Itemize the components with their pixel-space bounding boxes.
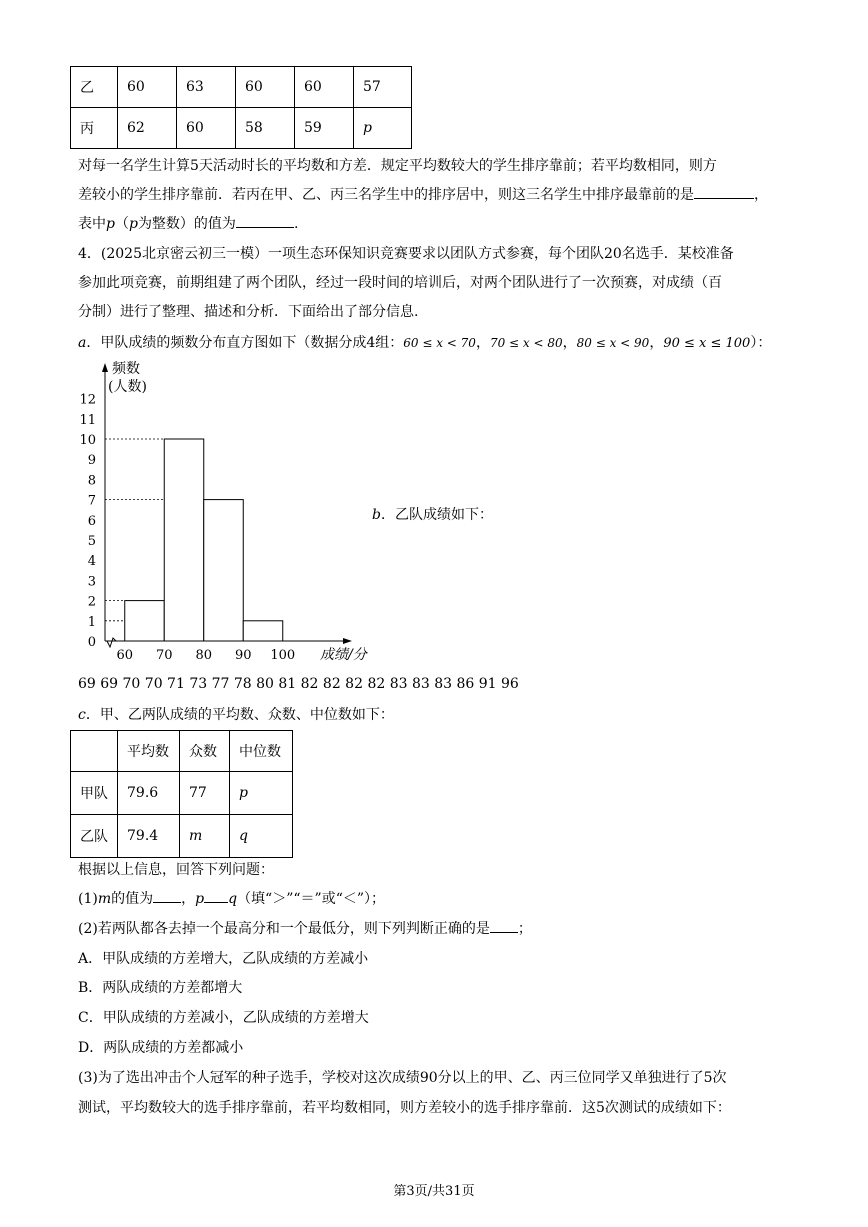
table-cell: 乙 [71, 67, 118, 108]
x-tick-label: 90 [234, 648, 252, 663]
variable-m: m [97, 891, 112, 907]
table-header: 中位数 [230, 731, 293, 772]
y-tick-label: 5 [87, 534, 96, 549]
table-row [71, 731, 293, 772]
paragraph-text: ； [517, 921, 532, 937]
answer-blank [490, 920, 518, 933]
y-tick-label: 12 [79, 392, 96, 408]
histogram-bar [125, 601, 165, 641]
y-tick-label: 6 [87, 513, 96, 529]
table-header: 众数 [180, 731, 230, 772]
questions-intro: 根据以上信息，回答下列问题： [78, 862, 274, 878]
table-row [71, 108, 412, 149]
paragraph-text: 为整数）的值为 [137, 216, 236, 232]
frequency-histogram [60, 355, 370, 675]
question-4-line: 4．(2025北京密云初三一模）一项生态环保知识竞赛要求以团队方式参赛，每个团队20名选手．某校准备 [78, 246, 734, 262]
x-tick-label: 80 [195, 648, 213, 663]
item-c-line [78, 704, 394, 724]
question-1 [78, 888, 385, 908]
question-2 [78, 918, 532, 938]
y-tick-label: 8 [87, 473, 96, 489]
y-tick-label: 2 [87, 594, 96, 610]
y-axis-label: 频数 [112, 361, 140, 377]
table-header [71, 731, 118, 772]
question-4-line: 参加此项竞赛，前期组建了两个团队，经过一段时间的培训后，对两个团队进行了一次预赛，对成绩（百 [78, 275, 722, 291]
paragraph-text: ， [181, 891, 196, 907]
paragraph-line [78, 213, 298, 233]
table-cell: 62 [118, 108, 177, 149]
answer-blank [694, 186, 754, 199]
table-cell: 79.4 [118, 815, 180, 858]
question-4-line: 分制）进行了整理、描述和分析．下面给出了部分信息. [78, 304, 419, 320]
stats-table [70, 730, 293, 858]
item-a-line [78, 332, 771, 352]
paragraph-text: ．甲队成绩的频数分布直方图如下（数据分成4组： [86, 335, 404, 351]
table-cell: 60 [118, 67, 177, 108]
y-tick-label: 7 [87, 493, 96, 509]
y-tick-label: 3 [87, 574, 96, 590]
group-range: 60 ≤ x < 70 [403, 336, 476, 350]
table-cell: 60 [236, 67, 295, 108]
table-cell: p [230, 772, 293, 815]
table-header: 平均数 [118, 731, 180, 772]
table-cell: 甲队 [71, 772, 118, 815]
table-cell: 57 [354, 67, 412, 108]
table-cell: 77 [180, 772, 230, 815]
question-3-line: (3)为了选出冲击个人冠军的种子选手，学校对这次成绩90分以上的甲、乙、丙三位同学又单独进行了5次 [78, 1070, 727, 1086]
paragraph-text: ．甲、乙两队成绩的平均数、众数、中位数如下： [85, 707, 394, 723]
x-axis-arrow [343, 638, 352, 644]
variable-p: p [106, 216, 115, 232]
x-tick-label: 70 [155, 648, 173, 663]
group-range: 90 ≤ x ≤ 100 [663, 336, 751, 351]
top-score-table [70, 66, 412, 149]
table-cell: 59 [295, 108, 354, 149]
variable-p: p [128, 216, 138, 232]
paragraph-text: ， [754, 187, 768, 203]
option-d: D．两队成绩的方差都减小 [78, 1040, 244, 1056]
histogram-bar [204, 500, 244, 641]
table-cell: 58 [236, 108, 295, 149]
table-row [71, 67, 412, 108]
option-b: B．两队成绩的方差都增大 [78, 980, 243, 996]
item-label: b [372, 507, 381, 523]
paragraph-text: 表中 [78, 216, 106, 232]
separator: ， [649, 335, 664, 351]
y-tick-label: 4 [87, 554, 96, 570]
group-range: 70 ≤ x < 80 [489, 336, 563, 350]
table-row [71, 815, 293, 858]
question-number: (1) [78, 891, 98, 907]
question-3-line: 测试，平均数较大的选手排序靠前，若平均数相同，则方差较小的选手排序靠前．这5次测试的成绩如下： [78, 1100, 731, 1116]
item-b-line [372, 504, 493, 524]
paragraph-line [78, 184, 768, 204]
x-tick-label: 100 [270, 648, 296, 663]
paragraph-line: 对每一名学生计算5天活动时长的平均数和方差．规定平均数较大的学生排序靠前；若平均数相同，则方 [78, 158, 717, 174]
y-tick-label: 11 [79, 412, 96, 428]
y-tick-label: 10 [79, 433, 96, 448]
y-axis-arrow [102, 363, 108, 372]
y-tick-label: 1 [87, 614, 96, 630]
paragraph-text: . [293, 216, 299, 232]
table-cell: q [230, 815, 293, 858]
answer-blank [236, 215, 294, 228]
table-cell: m [180, 815, 230, 858]
table-cell: 60 [295, 67, 354, 108]
y-axis-label: (人数) [108, 379, 147, 395]
separator: ， [562, 335, 577, 351]
table-cell: 60 [177, 108, 236, 149]
item-label: c [78, 707, 86, 723]
option-c: C．甲队成绩的方差减小，乙队成绩的方差增大 [78, 1010, 369, 1026]
variable-p: p [195, 891, 205, 907]
paragraph-text: (2)若两队都各去掉一个最高分和一个最低分，则下列判断正确的是 [78, 921, 490, 937]
histogram-bar [164, 439, 204, 641]
variable-q: q [228, 891, 238, 907]
team-b-scores: 69 69 70 70 71 73 77 78 80 81 82 82 82 82 83 83 83 86 91 96 [78, 676, 519, 692]
item-label: a [78, 335, 87, 351]
table-cell: 79.6 [118, 772, 180, 815]
paragraph-text: ）： [750, 335, 772, 351]
table-row [71, 772, 293, 815]
page-footer: 第3页/共31页 [393, 1184, 475, 1199]
y-tick-label: 9 [87, 453, 96, 469]
separator: ， [475, 335, 490, 351]
table-cell: 63 [177, 67, 236, 108]
answer-blank [153, 890, 181, 903]
paragraph-text: （填“＞”“＝”或“＜”）； [237, 891, 386, 907]
paragraph-text: 的值为 [111, 891, 154, 907]
table-cell: 丙 [71, 108, 118, 149]
axis-break-mark [107, 638, 116, 647]
x-axis-label: 成绩/分 [320, 647, 367, 663]
x-tick-label: 60 [116, 648, 134, 663]
option-a: A．甲队成绩的方差增大，乙队成绩的方差减小 [78, 951, 369, 967]
paragraph-text: 差较小的学生排序靠前．若丙在甲、乙、丙三名学生中的排序居中，则这三名学生中排序最靠前的是 [78, 187, 694, 203]
group-range: 80 ≤ x < 90 [576, 336, 650, 350]
paragraph-text: ．乙队成绩如下： [380, 507, 493, 523]
table-cell: 乙队 [71, 815, 118, 858]
paragraph-text: （ [114, 216, 129, 232]
y-tick-label: 0 [87, 635, 96, 650]
table-cell: p [354, 108, 412, 149]
answer-blank [204, 890, 228, 903]
histogram-bar [243, 621, 283, 641]
